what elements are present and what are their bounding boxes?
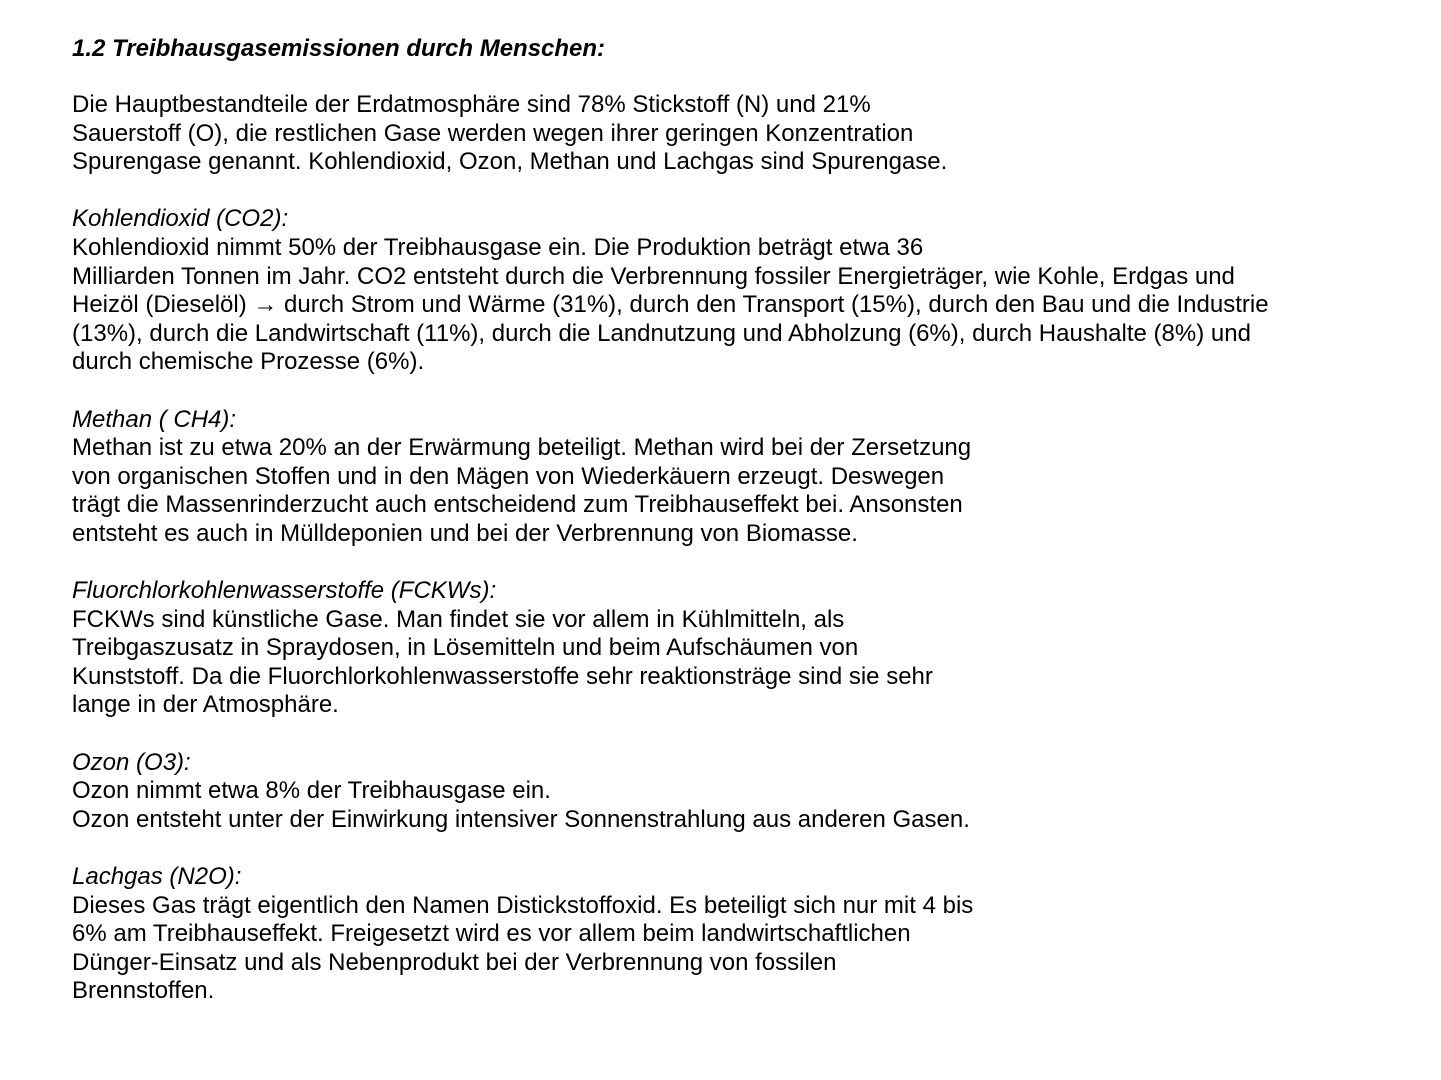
section-line: Dieses Gas trägt eigentlich den Namen Distickstoffoxid. Es beteiligt sich nur mit 4 bis xyxy=(72,891,974,919)
section-heading: Lachgas (N2O): xyxy=(72,863,242,891)
intro-line: Spurengase genannt. Kohlendioxid, Ozon, Methan und Lachgas sind Spurengase. xyxy=(72,148,948,176)
section-line: (13%), durch die Landwirtschaft (11%), durch die Landnutzung und Abholzung (6%), durch Haushalte (8%) und xyxy=(72,319,1251,347)
section-line: Dünger-Einsatz und als Nebenprodukt bei der Verbrennung von fossilen xyxy=(72,948,837,976)
section-line: Kohlendioxid nimmt 50% der Treibhausgase ein. Die Produktion beträgt etwa 36 xyxy=(72,233,924,261)
section-methane xyxy=(72,406,1412,549)
section-line: 6% am Treibhauseffekt. Freigesetzt wird es vor allem beim landwirtschaftlichen xyxy=(72,920,911,948)
section-line: lange in der Atmosphäre. xyxy=(72,691,339,719)
section-line: Methan ist zu etwa 20% an der Erwärmung beteiligt. Methan wird bei der Zersetzung xyxy=(72,434,972,462)
section-line: Kunststoff. Da die Fluorchlorkohlenwasserstoffe sehr reaktionsträge sind sie sehr xyxy=(72,662,933,690)
section-heading: Ozon (O3): xyxy=(72,748,191,776)
section-line: entsteht es auch in Mülldeponien und bei der Verbrennung von Biomasse. xyxy=(72,519,858,547)
section-line: Milliarden Tonnen im Jahr. CO2 entsteht durch die Verbrennung fossiler Energieträger, wie Kohle, Erdgas und xyxy=(72,262,1235,290)
intro-line: Sauerstoff (O), die restlichen Gase werden wegen ihrer geringen Konzentration xyxy=(72,119,914,147)
section-line: trägt die Massenrinderzucht auch entscheidend zum Treibhauseffekt bei. Ansonsten xyxy=(72,491,963,519)
section-line: Brennstoffen. xyxy=(72,977,215,1005)
intro-line: Die Hauptbestandteile der Erdatmosphäre sind 78% Stickstoff (N) und 21% xyxy=(72,91,871,118)
section-line: Treibgaszusatz in Spraydosen, in Lösemitteln und beim Aufschäumen von xyxy=(72,634,859,662)
document-title: 1.2 Treibhausgasemissionen durch Menschen: xyxy=(72,35,606,62)
section-line: Ozon nimmt etwa 8% der Treibhausgase ein. xyxy=(72,777,551,805)
section-heading: Kohlendioxid (CO2): xyxy=(72,205,289,233)
document-page xyxy=(72,34,1412,1006)
section-heading: Methan ( CH4): xyxy=(72,405,237,433)
intro-paragraph xyxy=(72,91,1412,177)
section-co2 xyxy=(72,205,1412,377)
section-line: FCKWs sind künstliche Gase. Man findet sie vor allem in Kühlmitteln, als xyxy=(72,605,845,633)
section-line: Ozon entsteht unter der Einwirkung intensiver Sonnenstrahlung aus anderen Gasen. xyxy=(72,805,970,833)
section-nitrous-oxide xyxy=(72,863,1412,1006)
section-cfc xyxy=(72,577,1412,720)
section-ozone xyxy=(72,749,1412,835)
section-heading: Fluorchlorkohlenwasserstoffe (FCKWs): xyxy=(72,577,497,605)
section-line: von organischen Stoffen und in den Mägen von Wiederkäuern erzeugt. Deswegen xyxy=(72,462,945,490)
section-line: durch chemische Prozesse (6%). xyxy=(72,348,425,376)
section-line: Heizöl (Dieselöl) → durch Strom und Wärme (31%), durch den Transport (15%), durch den Bau und die Industrie xyxy=(72,291,1269,319)
